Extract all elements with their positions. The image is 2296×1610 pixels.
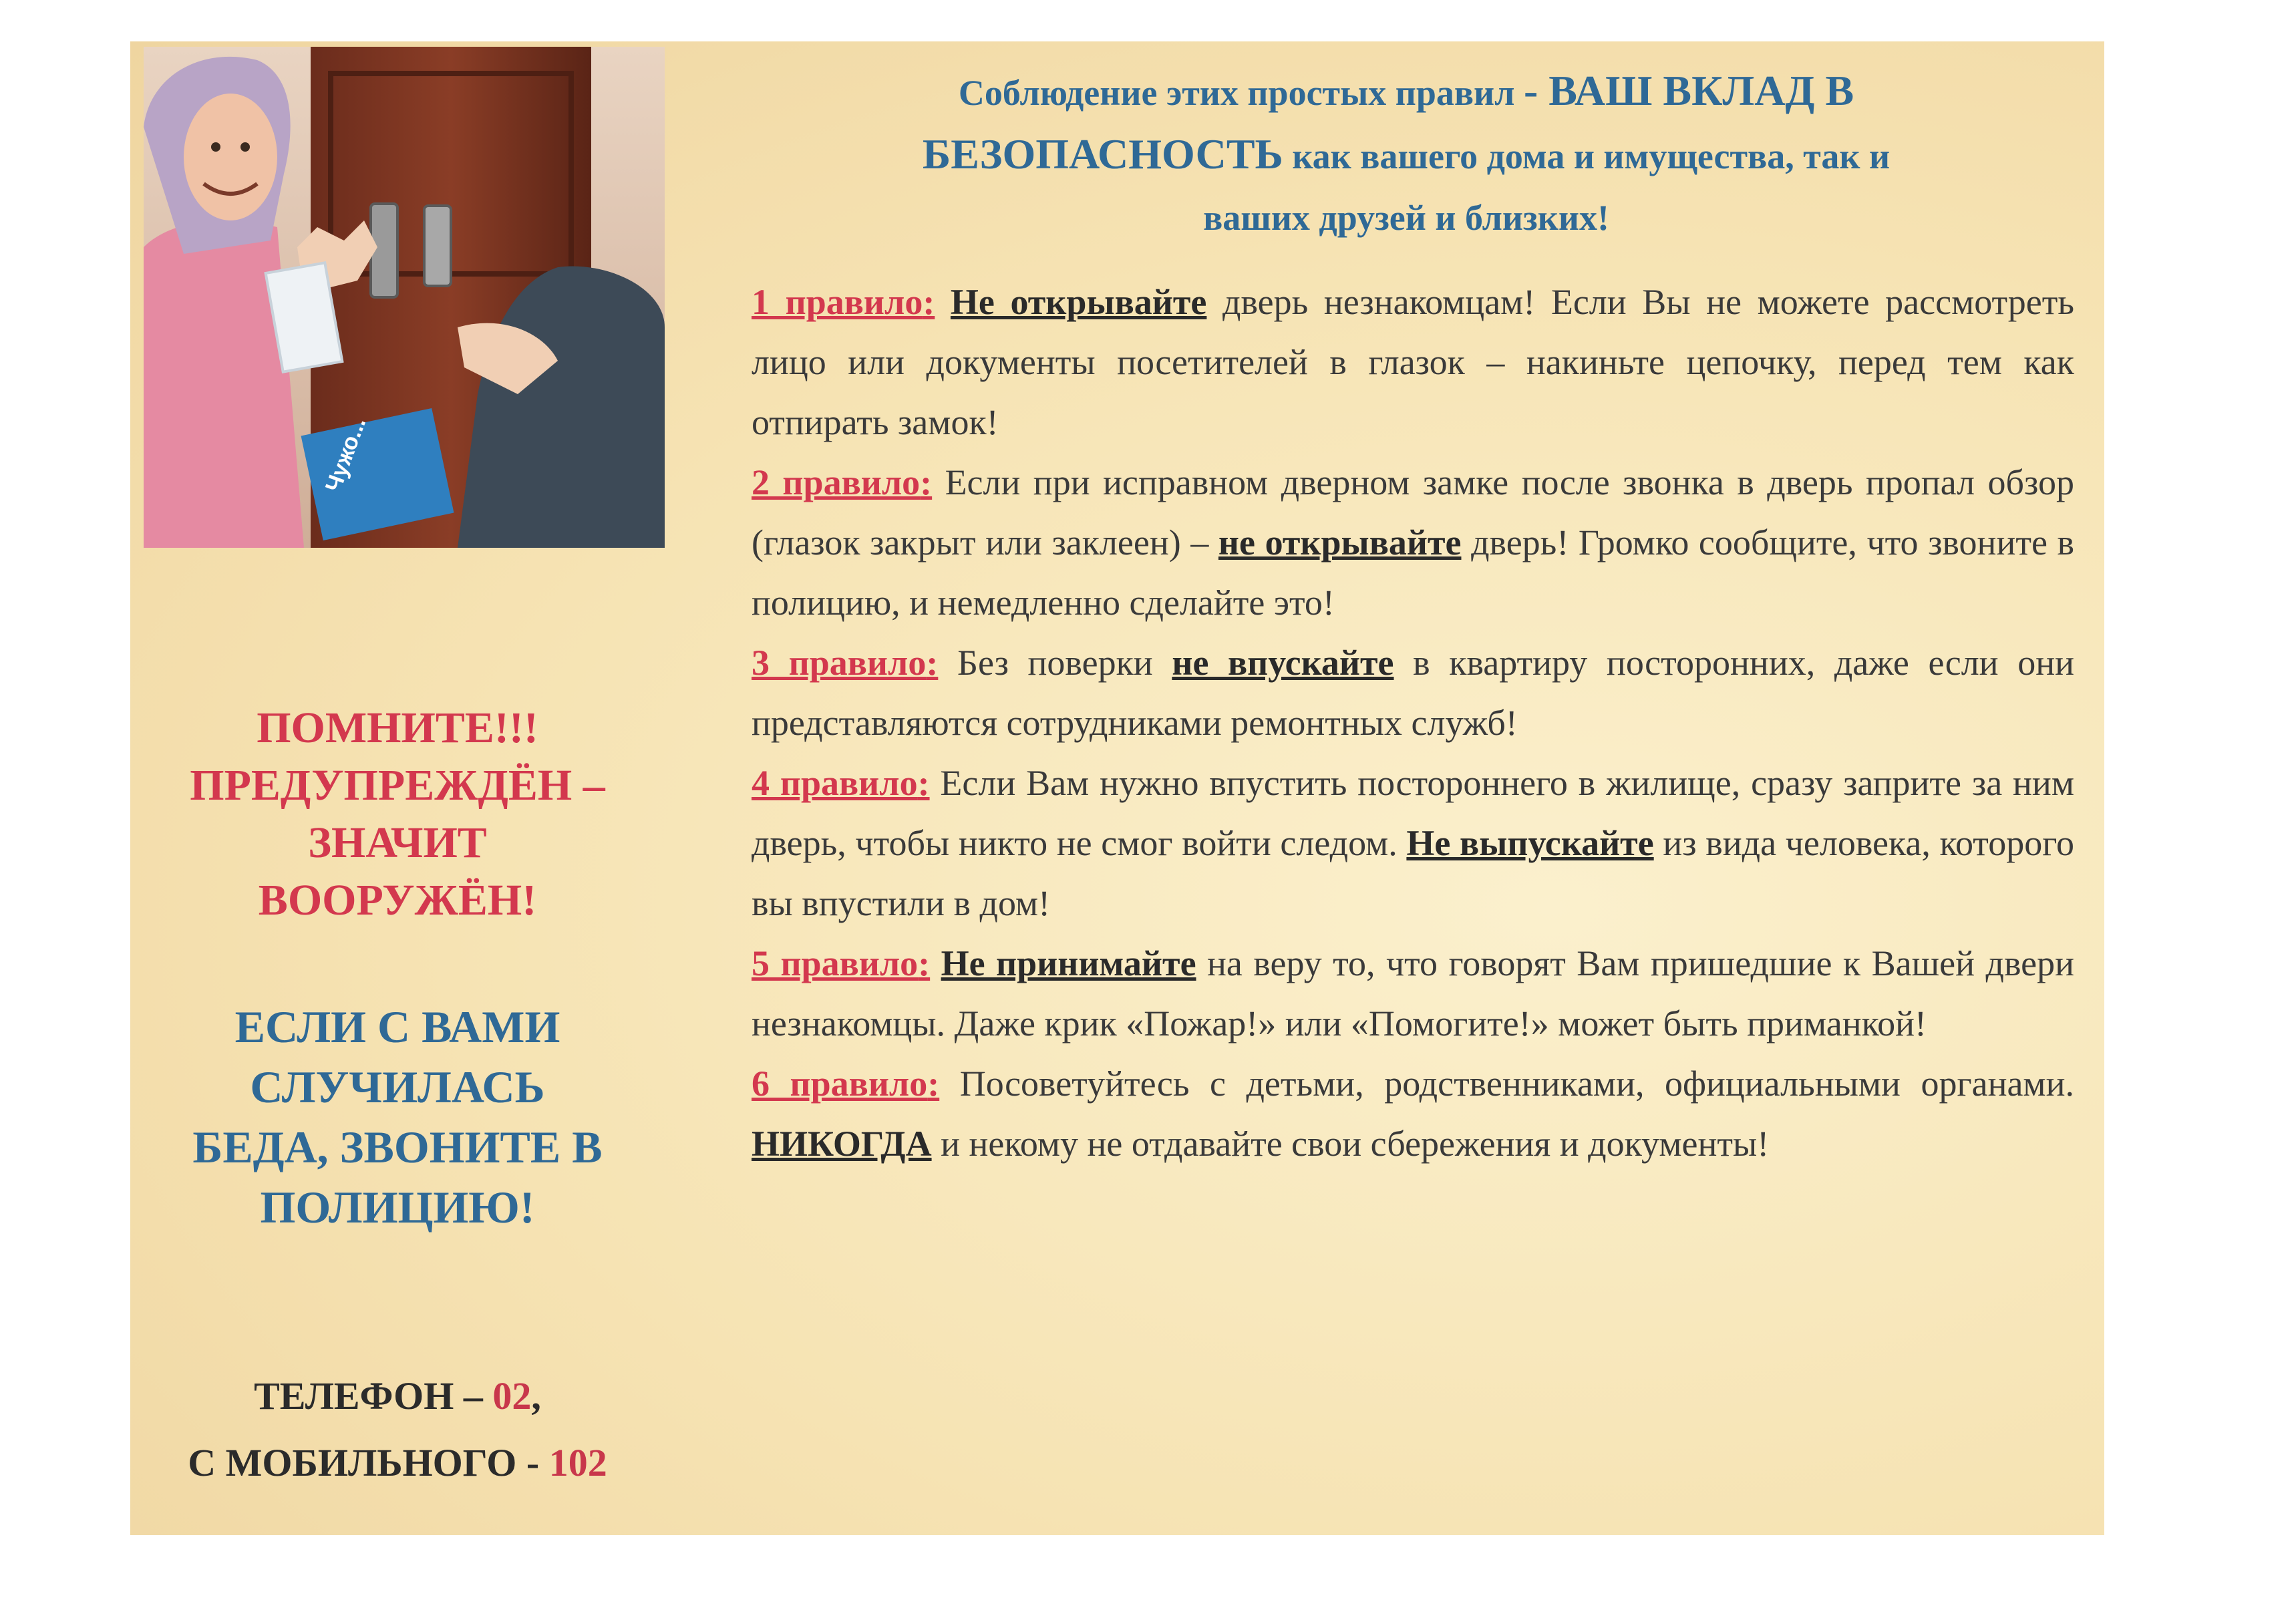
photo-illustration bbox=[144, 47, 665, 548]
rule-keyword: Не принимайте bbox=[941, 943, 1196, 983]
headline-line-1: Соблюдение этих простых правил - ВАШ ВКЛАД В bbox=[958, 67, 1854, 114]
photo-elderly-woman-at-door bbox=[144, 47, 665, 548]
rule-keyword: не впускайте bbox=[1172, 643, 1394, 683]
rule-label: 1 правило bbox=[752, 282, 923, 322]
mobile-phone-number: 102 bbox=[548, 1441, 607, 1484]
photo-sign-text: Чужо... bbox=[320, 414, 371, 496]
call-police-message: ЕСЛИ С ВАМИ СЛУЧИЛАСЬ БЕДА, ЗВОНИТЕ В ПОЛИЦИЮ! bbox=[192, 1001, 603, 1233]
rule-2: 2 правило: Если при исправном дверном замке после звонка в дверь пропал обзор (глазок закрыт или заклеен) – не открывайте дверь! Громко сообщите, что звоните в полицию, и немедленно сделайте это! bbox=[752, 462, 2075, 623]
mobile-phone-line: С МОБИЛЬНОГО - 102 bbox=[188, 1441, 607, 1484]
rule-1: 1 правило: Не открывайте дверь незнакомцам! Если Вы не можете рассмотреть лицо или документы посетителей в глазок – накиньте цепочку, перед тем как отпирать замок! bbox=[752, 282, 2075, 442]
rule-keyword: Не открывайте bbox=[950, 282, 1207, 322]
rule-4: 4 правило: Если Вам нужно впустить постороннего в жилище, сразу заприте за ним дверь, чтобы никто не смог войти следом. Не выпускайте из вида человека, которого вы впустили в дом! bbox=[752, 763, 2074, 923]
rule-label: 3 правило bbox=[752, 643, 927, 683]
rule-label: 6 правило bbox=[752, 1064, 928, 1104]
rule-keyword: НИКОГДА bbox=[752, 1124, 932, 1164]
rules-list bbox=[752, 272, 2074, 1174]
safety-poster bbox=[130, 41, 2104, 1535]
headline-line-2: БЕЗОПАСНОСТЬ как вашего дома и имущества, так и bbox=[922, 130, 1891, 178]
headline-line-3: ваших друзей и близких! bbox=[1203, 198, 1609, 238]
remember-warning: ПОМНИТЕ!!! ПРЕДУПРЕЖДЁН – ЗНАЧИТ ВООРУЖЁН! bbox=[190, 703, 605, 925]
phone-line: ТЕЛЕФОН – 02, bbox=[254, 1374, 541, 1418]
rule-3: 3 правило: Без поверки не впускайте в квартиру посторонних, даже если они представляются сотрудниками ремонтных служб! bbox=[752, 643, 2074, 743]
rule-6: 6 правило: Посоветуйтесь с детьми, родственниками, официальными органами. НИКОГДА и некому не отдавайте свои сбережения и документы! bbox=[752, 1064, 2075, 1164]
phone-number: 02 bbox=[492, 1374, 532, 1418]
rule-label: 2 правило bbox=[752, 462, 921, 502]
poster-headline bbox=[718, 60, 2094, 249]
phone-numbers bbox=[130, 1363, 665, 1496]
rule-label: 5 правило bbox=[752, 943, 919, 983]
rule-label: 4 правило bbox=[752, 763, 918, 803]
rule-keyword: не открывайте bbox=[1218, 522, 1462, 562]
rule-5: 5 правило: Не принимайте на веру то, что говорят Вам пришедшие к Вашей двери незнакомцы. Даже крик «Пожар!» или «Помогите!» может быть приманкой! bbox=[752, 943, 2074, 1043]
rule-keyword: Не выпускайте bbox=[1406, 823, 1654, 863]
